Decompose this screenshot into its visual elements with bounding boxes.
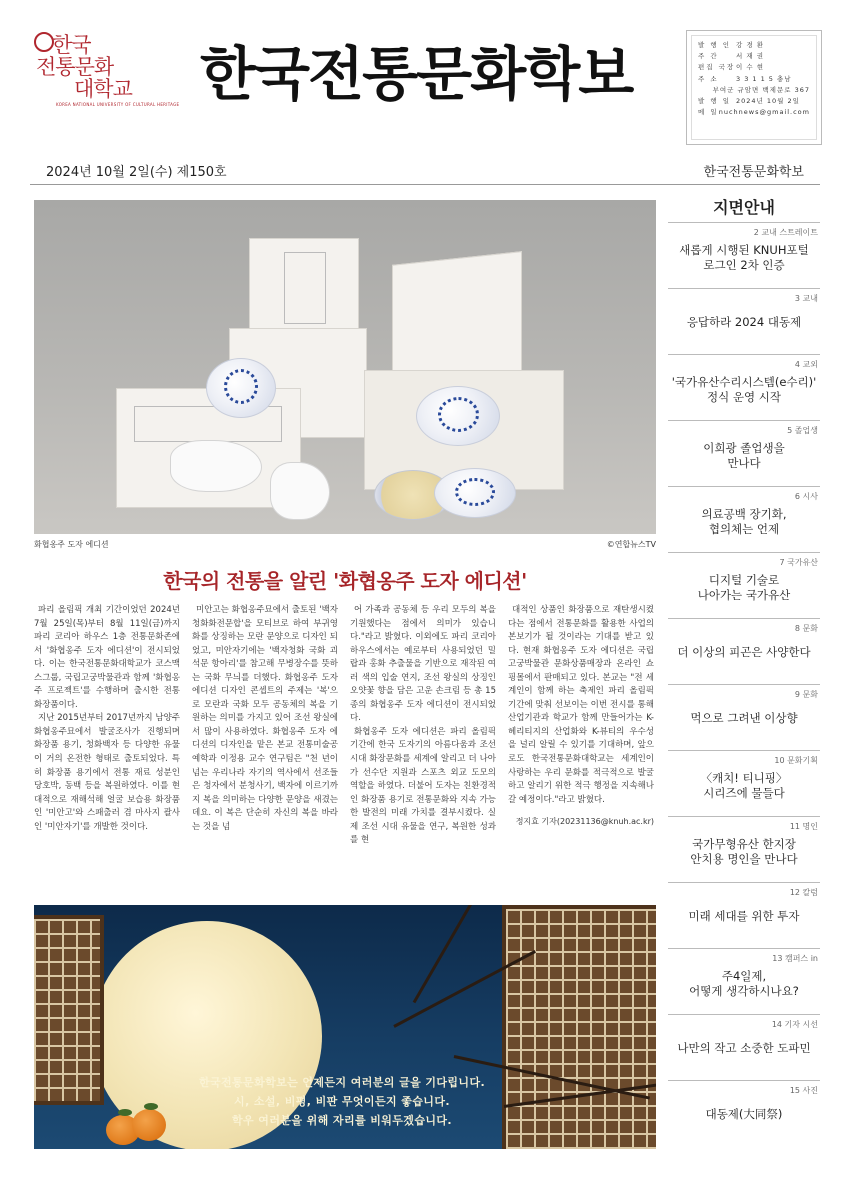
- sidebar-title: 지면안내: [713, 198, 775, 217]
- banner-message: [172, 1073, 512, 1130]
- toc-text-line: 이희광 졸업생을: [703, 441, 785, 455]
- issue-date: 2024년 10월 2일(수) 제150호: [46, 165, 227, 180]
- toc-text-line: 로그인 2차 인증: [703, 258, 785, 272]
- publisher-row: [698, 40, 810, 51]
- toc-page-label: 12 칼럼: [789, 888, 818, 897]
- toc-item[interactable]: [668, 486, 820, 552]
- lattice-window-right: [502, 905, 656, 1149]
- toc-text-line: 협의체는 언제: [708, 522, 780, 536]
- photo-caption: 화협옹주 도자 에디션: [34, 540, 109, 549]
- toc-page-label: 3 교내: [794, 294, 818, 303]
- gua-sha-left: [170, 440, 262, 492]
- article-column-4: [508, 604, 654, 829]
- toc-item[interactable]: [668, 618, 820, 684]
- toc-item[interactable]: [668, 816, 820, 882]
- photo-credit: ©연합뉴스TV: [606, 540, 656, 549]
- toc-item[interactable]: [668, 1080, 820, 1146]
- toc-page-label: 4 교외: [794, 360, 818, 369]
- article-paragraph: 화협옹주 도자 에디션은 파리 올림픽 기간에 한국 도자기의 아름다움과 조선시대 화장문화를 세계에 알리고 더 나아가 선수단 지원과 스포츠 외교 도모의 역할을 하였다. 더불어 도자는 친환경적인 화장품 용기로 전통문화와 지속 가능한 발전의 미래 가치를 결부시켰다. 실제 조선 시대 유물을 연구, 복원한 성과를 현: [350, 726, 496, 846]
- logo-line-2: 전통문화: [36, 55, 114, 79]
- toc-item[interactable]: [668, 684, 820, 750]
- toc-text-line: 만나다: [727, 456, 761, 470]
- toc-page-label: 9 문화: [794, 690, 818, 699]
- toc-text-line: 국가무형유산 한지장: [692, 837, 796, 851]
- toc-text: [668, 1041, 820, 1056]
- persimmon-leaf: [118, 1109, 132, 1116]
- article-paragraph: 대적인 상품인 화장품으로 재탄생시켰다는 점에서 전통문화를 활용한 사업의 본보기가 될 것이라는 기대를 받고 있다. 현재 화협옹주 도자 에디션은 국립고궁박물관 문화상품매장과 온라인 쇼핑몰에서 판매되고 있다. 본교는 "전 세계인이 함께 하는 축제인 파리 올림픽 기간에 맞춰 선보이는 이번 전시를 통해 산업기관과 학교가 함께 만들어가는 K-헤리티지의 산업화와 K-뷰티의 우수성을 널리 알릴 수 있기를 기대하며, 앞으로도 한국전통문화대학교는 세계인이 사랑하는 우리 문화를 적극적으로 발굴하고 알리기 위한 적극 행정을 지속해나갈 예정이다."라고 밝혔다.: [508, 605, 654, 805]
- publisher-key: 주 소: [698, 74, 719, 83]
- logo-circle-icon: [34, 32, 54, 52]
- ceramic-jar-box: [416, 386, 500, 446]
- article-byline: 정지효 기자(20231136@knuh.ac.kr): [515, 817, 654, 827]
- toc-text-line: 〈캐치! 티니핑〉: [700, 771, 788, 785]
- table-of-contents: [668, 222, 820, 1146]
- contribution-banner: [34, 905, 656, 1149]
- article-paragraph: 어 가족과 공동체 등 우리 모두의 복을 기원했다는 점에서 의미가 있습니다."라고 밝혔다. 이외에도 파리 코리아 하우스에서는 예로부터 사용되었던 밀랍과 홍화 추출물을 기반으로 재작된 여러 색의 입술 연지, 조선 왕실의 상징인 오얏꽃 향을 담은 고운 손크림 등 총 15종의 화협옹주 도자 에디션이 전시되었다.: [350, 605, 496, 724]
- publisher-value: 2024년 10월 2일: [736, 97, 800, 106]
- lattice-window-left: [34, 915, 104, 1105]
- toc-text: [668, 645, 820, 660]
- toc-page-label: 2 교내 스트레이트: [753, 228, 818, 237]
- toc-text-line: 어떻게 생각하시나요?: [689, 984, 799, 998]
- toc-page-label: 15 사진: [789, 1086, 818, 1095]
- toc-item[interactable]: [668, 750, 820, 816]
- logo-line-1: 한국: [52, 33, 91, 57]
- toc-text-line: 먹으로 그려낸 이상향: [690, 711, 798, 725]
- dateline: [30, 155, 820, 185]
- toc-item[interactable]: [668, 354, 820, 420]
- toc-page-label: 10 문화기획: [774, 756, 818, 765]
- toc-item[interactable]: [668, 948, 820, 1014]
- article-paragraph: 미안고는 화협옹주묘에서 출토된 '백자청화화전문합'을 모티브로 하여 부귀영화를 상징하는 모란 문양으로 디자인 되었고, 미안자기에는 '백자청화 국화 괴석문 항아리'를 참고해 무병장수를 뜻하는 국화 무늬를 더했다. 화협옹주 도자 에디션 디자인 콘셉트의 주제는 '복'으로 모란과 국화 모두 공동체의 복을 기원하는 의미를 가지고 있어 조선 왕실에서 많이 사용하였다. 화협옹주 도자 에디션의 디자인을 맡은 본교 전통미술공예학과 이정용 교수 연구팀은 "천 년이 넘는 우리나라 자기의 역사에서 선조들은 청자에서 분청사기, 백자에 이르기까지 복을 의미하는 다양한 문양을 새겼는데요. 이 복은 단순히 자신의 복을 바라는 것을 넘: [192, 605, 338, 832]
- publisher-value: 이 수 현: [736, 63, 764, 72]
- toc-text: [668, 711, 820, 726]
- persimmon: [132, 1109, 166, 1141]
- publisher-row: [698, 51, 810, 62]
- publisher-key: [698, 85, 713, 96]
- toc-text-line: 주4일제,: [721, 969, 767, 983]
- publisher-value: nuchnews@gmail.com: [718, 108, 810, 117]
- logo-line-3: 대학교: [74, 77, 132, 101]
- ceramic-jar-left: [206, 358, 276, 418]
- toc-page-label: 11 명인: [789, 822, 818, 831]
- toc-text: [668, 837, 820, 867]
- publisher-value: 강 경 환: [736, 41, 764, 49]
- article-column-3: [350, 604, 496, 848]
- publisher-row: [698, 74, 810, 85]
- toc-text-line: 새롭게 시행된 KNUH포털: [679, 243, 809, 257]
- publisher-row: [698, 96, 810, 107]
- toc-text: [668, 243, 820, 273]
- toc-text: [668, 375, 820, 405]
- publisher-info-box: [686, 30, 822, 145]
- toc-text: [668, 771, 820, 801]
- toc-text-line: 안치용 명인을 만나다: [690, 852, 798, 866]
- toc-text-line: 미래 세대를 위한 투자: [688, 909, 800, 923]
- main-photo: [34, 200, 656, 534]
- toc-text-line: 나아가는 국가유산: [697, 588, 791, 602]
- toc-item[interactable]: [668, 222, 820, 288]
- article-headline: 한국의 전통을 알린 '화협옹주 도자 에디션': [163, 569, 527, 593]
- publisher-row: [698, 62, 810, 73]
- toc-item[interactable]: [668, 288, 820, 354]
- masthead-title: 한국전통문화학보: [200, 40, 633, 108]
- article-column-1: [34, 604, 180, 834]
- article-paragraph: 파리 올림픽 개최 기간이었던 2024년 7월 25일(목)부터 8월 11일(금)까지 파리 코리아 하우스 1층 전통문화존에서 '화협옹주 도자 에디션'이 전시되었다. 이는 한국전통문화대학교가 코스맥스그룹, 국립고궁박물관과 함께 '화협옹주 프로젝트'를 수행하며 출시한 전통 화장품이다.: [34, 605, 180, 710]
- toc-page-label: 6 시사: [794, 492, 818, 501]
- article-body: [34, 604, 656, 894]
- toc-item[interactable]: [668, 1014, 820, 1080]
- toc-item[interactable]: [668, 552, 820, 618]
- article-paragraph: 지난 2015년부터 2017년까지 남양주 화협옹주묘에서 발굴조사가 진행되며 화장품 용기, 청화백자 등 다양한 유물이 거의 온전한 형태로 출토되었다. 특히 화장품 용기에서 전통 재료 성분인 당호박, 동백 등을 복원하였다. 이를 현대적으로 재해석해 얼굴 보습용 화장품인 '미안고'와 스패출러 겸 마사지 괄사인 '미안자기'를 개발한 것이다.: [34, 713, 180, 832]
- toc-text-line: 응답하라 2024 대동제: [686, 315, 802, 329]
- paper-name: 한국전통문화학보: [703, 165, 804, 180]
- toc-page-label: 7 국가유산: [779, 558, 818, 567]
- toc-page-label: 5 졸업생: [787, 426, 818, 435]
- toc-page-label: 13 캠퍼스 in: [772, 954, 818, 963]
- toc-text-line: 정식 운영 시작: [707, 390, 781, 404]
- publisher-value: 서 재 권: [736, 52, 764, 61]
- toc-text-line: 디지털 기술로: [708, 573, 780, 587]
- toc-page-label: 14 기자 시선: [771, 1020, 818, 1029]
- publisher-key: 발 행 인: [698, 41, 731, 49]
- toc-page-label: 8 문화: [794, 624, 818, 633]
- publisher-value: 부여군 규암면 백제문로 367: [712, 85, 810, 94]
- jar-lid-blue: [434, 468, 516, 518]
- toc-item[interactable]: [668, 420, 820, 486]
- toc-text: [668, 969, 820, 999]
- toc-text-line: 더 이상의 피곤은 사양한다: [677, 645, 811, 659]
- toc-text: [668, 507, 820, 537]
- toc-text: [668, 315, 820, 330]
- university-logo: [30, 28, 180, 118]
- publisher-row: [698, 107, 810, 118]
- publisher-key: 발 행 일: [698, 97, 731, 106]
- toc-text-line: 시리즈에 물들다: [703, 786, 785, 800]
- toc-text: [668, 441, 820, 471]
- toc-text-line: 나만의 작고 소중한 도파민: [677, 1041, 811, 1055]
- publisher-key: 메 일: [698, 108, 719, 117]
- toc-text-line: '국가유산수리시스템(e수리)': [671, 375, 817, 389]
- publisher-key: 주 간: [698, 52, 719, 61]
- banner-line-1: 한국전통문화학보는 언제든지 여러분의 글을 기다립니다.: [198, 1076, 486, 1089]
- toc-text: [668, 1107, 820, 1122]
- publisher-row: [698, 85, 810, 96]
- gua-sha-right: [270, 462, 330, 520]
- toc-text: [668, 573, 820, 603]
- toc-text: [668, 909, 820, 924]
- publisher-key: 편집 국장: [698, 63, 736, 72]
- publisher-value: 3 3 1 1 5 충남: [736, 74, 792, 83]
- toc-text-line: 의료공백 장기화,: [701, 507, 787, 521]
- banner-line-3: 학우 여러분을 위해 자리를 비워두겠습니다.: [232, 1114, 452, 1127]
- toc-item[interactable]: [668, 882, 820, 948]
- toc-text-line: 대동제(大同祭): [705, 1107, 783, 1121]
- banner-line-2: 시, 소설, 비평, 비판 무엇이든지 좋습니다.: [234, 1095, 450, 1108]
- article-column-2: [192, 604, 338, 834]
- persimmon-leaf: [144, 1103, 158, 1110]
- box-label: [284, 252, 326, 324]
- logo-english: KOREA NATIONAL UNIVERSITY OF CULTURAL HERITAGE: [56, 102, 180, 107]
